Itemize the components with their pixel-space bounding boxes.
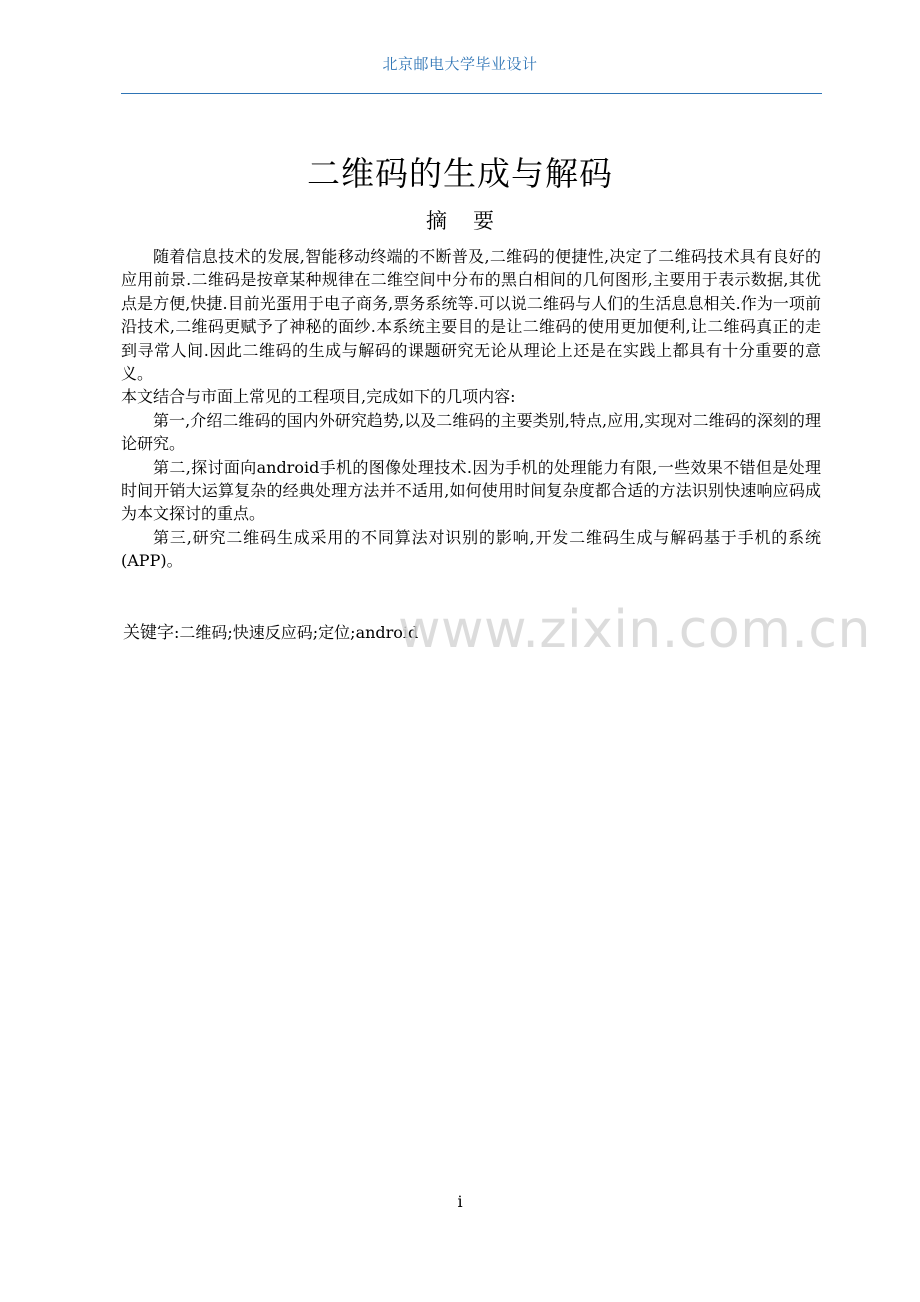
keywords-text: :二维码;快速反应码;定位;android bbox=[174, 623, 419, 642]
abstract-paragraph: 第一,介绍二维码的国内外研究趋势,以及二维码的主要类别,特点,应用,实现对二维码的深刻的理论研究。 bbox=[121, 410, 821, 454]
abstract-paragraph: 第三,研究二维码生成采用的不同算法对识别的影响,开发二维码生成与解码基于手机的系统(APP)。 bbox=[121, 527, 821, 571]
abstract-heading: 摘要 bbox=[426, 209, 520, 233]
watermark: www.zixin.com.cn bbox=[398, 600, 871, 660]
abstract-paragraph: 本文结合与市面上常见的工程项目,完成如下的几项内容: bbox=[121, 387, 516, 407]
abstract-body bbox=[121, 245, 821, 573]
keywords-label: 关键字 bbox=[123, 623, 174, 643]
page-number: i bbox=[457, 1192, 463, 1211]
abstract-paragraph: 第二,探讨面向android手机的图像处理技术.因为手机的处理能力有限,一些效果不错但是处理时间开销大运算复杂的经典处理方法并不适用,如何使用时间复杂度都合适的方法识别快速响应码成为本文探讨的重点。 bbox=[121, 457, 821, 524]
header-rule bbox=[121, 93, 822, 94]
document-title: 二维码的生成与解码 bbox=[307, 154, 613, 193]
abstract-paragraph: 随着信息技术的发展,智能移动终端的不断普及,二维码的便捷性,决定了二维码技术具有良好的应用前景.二维码是按章某种规律在二维空间中分布的黑白相间的几何图形,主要用于表示数据,其优点是方便,快捷.目前光蛋用于电子商务,票务系统等.可以说二维码与人们的生活息息相关.作为一项前沿技术,二维码更赋予了神秘的面纱.本系统主要目的是让二维码的使用更加便利,让二维码真正的走到寻常人间.因此二维码的生成与解码的课题研究无论从理论上还是在实践上都具有十分重要的意义。 bbox=[121, 247, 821, 384]
running-header: 北京邮电大学毕业设计 bbox=[382, 55, 538, 73]
